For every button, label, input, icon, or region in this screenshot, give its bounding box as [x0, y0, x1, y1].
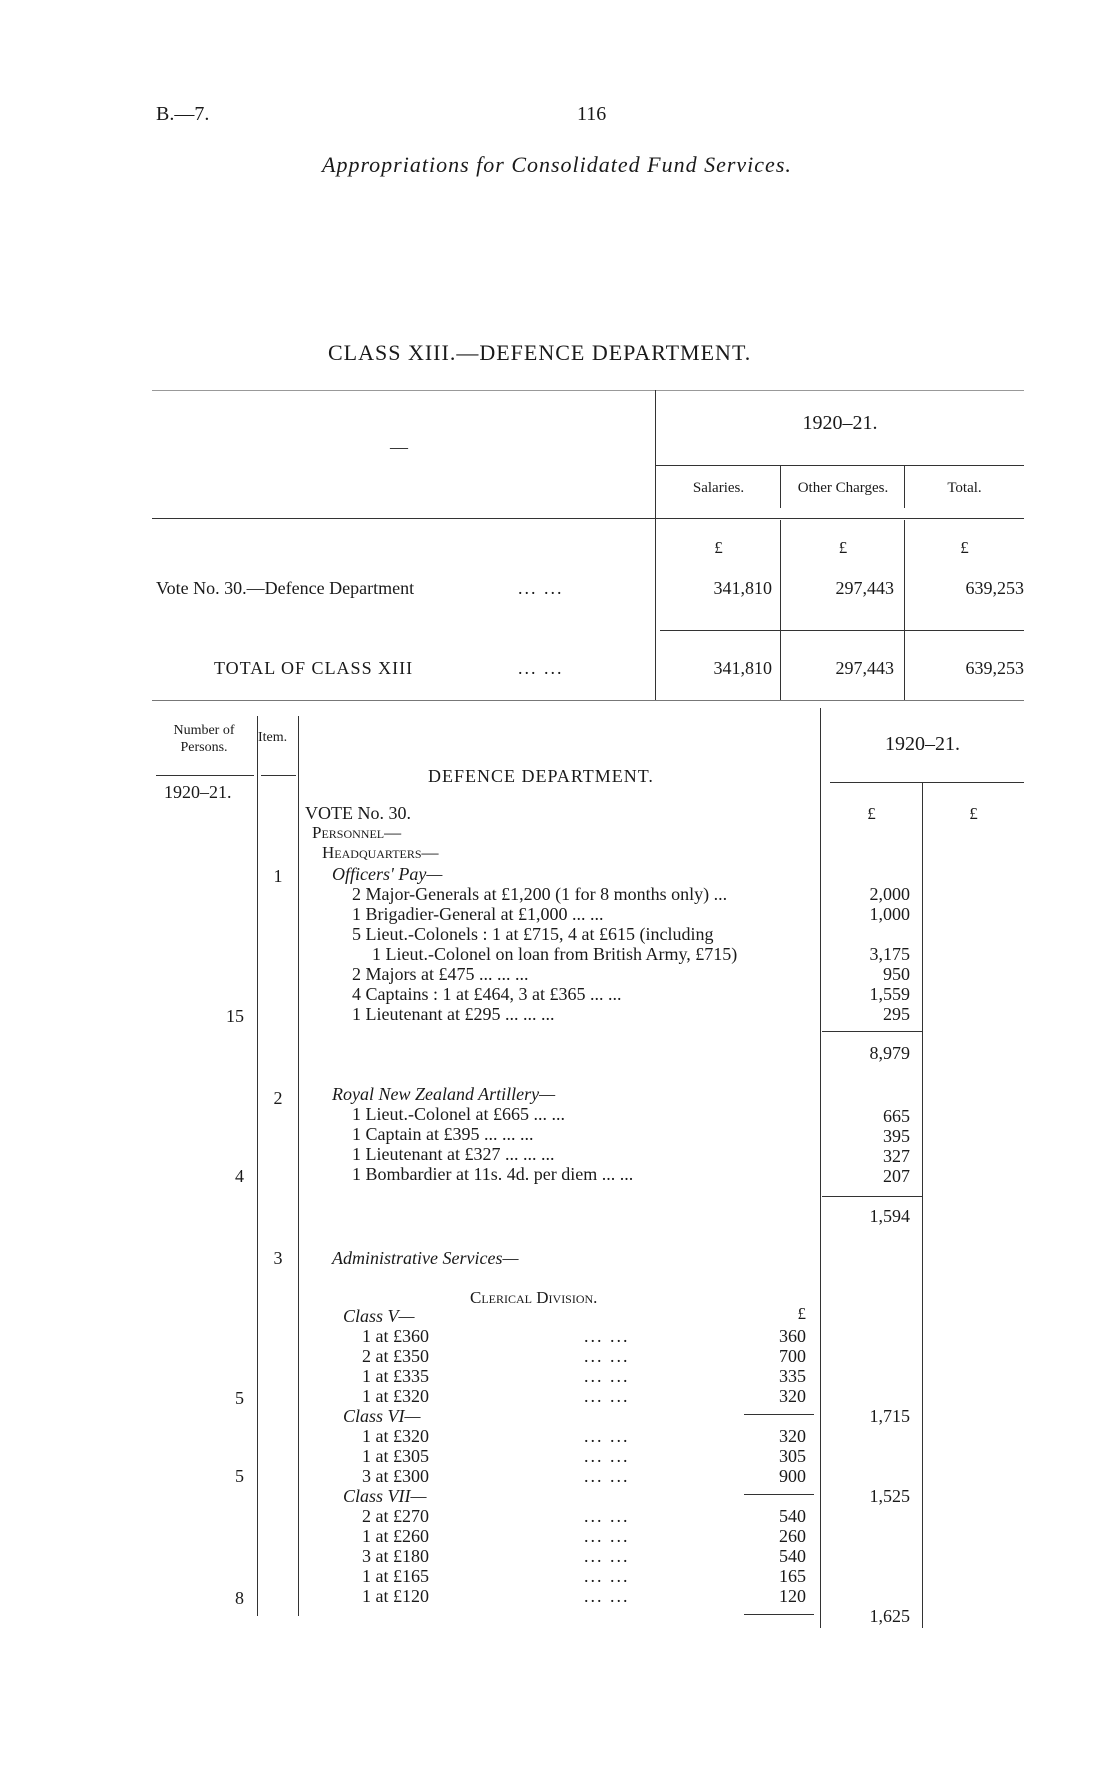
- col-item: Item.: [258, 730, 288, 745]
- pay-amount: 950: [883, 964, 910, 984]
- total-total: 639,253: [965, 658, 1024, 678]
- leader-dots: ... ...: [584, 1466, 630, 1486]
- pay-amount: 3,175: [869, 944, 910, 964]
- item-number: 3: [273, 1248, 283, 1268]
- class-amount: 900: [779, 1466, 806, 1486]
- persons-year: 1920–21.: [164, 782, 232, 802]
- class-heading: Class VII—: [343, 1486, 427, 1506]
- item-number: 1: [273, 866, 283, 886]
- class-amount: 120: [779, 1586, 806, 1606]
- class-line: 1 at £320: [362, 1386, 429, 1406]
- persons-count: 4: [235, 1166, 244, 1186]
- pay-line: 1 Brigadier-General at £1,000 ... ...: [352, 904, 604, 924]
- clerical-division-heading: Clerical Division.: [470, 1288, 598, 1307]
- class-subtotal: 1,715: [869, 1406, 910, 1426]
- pay-line: 2 Major-Generals at £1,200 (1 for 8 months only) ...: [352, 884, 728, 904]
- pay-line: 2 Majors at £475 ... ... ...: [352, 964, 529, 984]
- pay-line: 5 Lieut.-Colonels : 1 at £715, 4 at £615 (including: [352, 924, 714, 944]
- leader-dots: ... ...: [584, 1566, 630, 1586]
- col-total: Total.: [947, 480, 982, 496]
- class-amount: 335: [779, 1366, 806, 1386]
- class-line: 2 at £350: [362, 1346, 429, 1366]
- personnel-heading: Personnel—: [312, 823, 402, 842]
- class-amount: 320: [779, 1426, 806, 1446]
- persons-count: 5: [235, 1388, 244, 1408]
- class-heading: CLASS XIII.—DEFENCE DEPARTMENT.: [328, 340, 752, 365]
- item-heading: Royal New Zealand Artillery—: [332, 1084, 556, 1104]
- pay-amount: 2,000: [869, 884, 910, 904]
- leader-dots: ... ...: [584, 1366, 630, 1386]
- pay-line: 1 Bombardier at 11s. 4d. per diem ... ...: [352, 1164, 634, 1184]
- class-subtotal: 1,525: [869, 1486, 910, 1506]
- vote-heading: VOTE No. 30.: [305, 803, 411, 823]
- leader-dots: ... ...: [584, 1426, 630, 1446]
- pay-amount: 207: [883, 1166, 910, 1186]
- class-amount: 320: [779, 1386, 806, 1406]
- pound-sign: £: [867, 804, 876, 823]
- pay-line: 1 Lieutenant at £295 ... ... ...: [352, 1004, 555, 1024]
- leader-dots: ... ...: [584, 1446, 630, 1466]
- leader-dots: ... ...: [584, 1546, 630, 1566]
- class-line: 1 at £305: [362, 1446, 429, 1466]
- class-line: 1 at £335: [362, 1366, 429, 1386]
- pay-amount: 1,559: [869, 984, 910, 1004]
- leader-dots: ... ...: [584, 1586, 630, 1606]
- class-line: 2 at £270: [362, 1506, 429, 1526]
- class-line: 1 at £360: [362, 1326, 429, 1346]
- class-amount: 305: [779, 1446, 806, 1466]
- page-title: Appropriations for Consolidated Fund Services.: [322, 152, 792, 177]
- class-amount: 260: [779, 1526, 806, 1546]
- pound-sign: £: [969, 804, 978, 823]
- class-amount: 540: [779, 1546, 806, 1566]
- vote-other-charges: 297,443: [835, 578, 894, 598]
- pay-amount: 327: [883, 1146, 910, 1166]
- total-other-charges: 297,443: [835, 658, 894, 678]
- leader-dots: ... ...: [584, 1386, 630, 1406]
- summary-dash: —: [390, 437, 408, 457]
- dept-title: DEFENCE DEPARTMENT.: [428, 766, 654, 786]
- pay-amount: 395: [883, 1126, 910, 1146]
- col-salaries: Salaries.: [692, 480, 745, 496]
- class-line: 1 at £260: [362, 1526, 429, 1546]
- detail-year: 1920–21.: [885, 733, 960, 755]
- pay-amount: 665: [883, 1106, 910, 1126]
- class-amount: 700: [779, 1346, 806, 1366]
- pay-line: 1 Lieutenant at £327 ... ... ...: [352, 1144, 555, 1164]
- pay-line: 4 Captains : 1 at £464, 3 at £365 ... ...: [352, 984, 622, 1004]
- leader-dots: ... ...: [584, 1346, 630, 1366]
- document-reference: B.—7.: [156, 103, 210, 125]
- pay-line: 1 Lieut.-Colonel at £665 ... ...: [352, 1104, 565, 1124]
- class-heading: Class V—: [343, 1306, 415, 1326]
- total-salaries: 341,810: [713, 658, 772, 678]
- class-amount: 540: [779, 1506, 806, 1526]
- leader-dots: ... ...: [518, 578, 564, 598]
- class-subtotal: 1,625: [869, 1606, 910, 1626]
- pay-amount: 295: [883, 1004, 910, 1024]
- leader-dots: ... ...: [584, 1326, 630, 1346]
- class-amount: 165: [779, 1566, 806, 1586]
- total-label: TOTAL OF CLASS XIII: [214, 658, 414, 678]
- item-heading: Administrative Services—: [332, 1248, 519, 1268]
- persons-count: 15: [226, 1006, 244, 1026]
- pay-line: 1 Lieut.-Colonel on loan from British Army, £715): [372, 944, 738, 964]
- pound-sign: £: [714, 538, 723, 557]
- vote-total: 639,253: [965, 578, 1024, 598]
- class-line: 3 at £180: [362, 1546, 429, 1566]
- class-line: 3 at £300: [362, 1466, 429, 1486]
- pound-sign: £: [960, 538, 969, 557]
- leader-dots: ... ...: [584, 1506, 630, 1526]
- pay-amount: 1,000: [869, 904, 910, 924]
- vote-label: Vote No. 30.—Defence Department: [156, 578, 415, 598]
- col-other-charges: Other Charges.: [797, 480, 889, 496]
- pound-sign: £: [838, 538, 848, 557]
- pay-line: 1 Captain at £395 ... ... ...: [352, 1124, 534, 1144]
- item-subtotal: 1,594: [869, 1206, 910, 1226]
- leader-dots: ... ...: [584, 1526, 630, 1546]
- class-line: 1 at £120: [362, 1586, 429, 1606]
- leader-dots: ... ...: [518, 658, 564, 678]
- summary-year: 1920–21.: [802, 412, 878, 434]
- item-heading: Officers' Pay—: [332, 864, 443, 884]
- persons-count: 8: [235, 1588, 244, 1608]
- item-subtotal: 8,979: [869, 1043, 910, 1063]
- item-number: 2: [273, 1088, 283, 1108]
- class-heading: Class VI—: [343, 1406, 421, 1426]
- class-line: 1 at £320: [362, 1426, 429, 1446]
- pound-sign: £: [797, 1304, 806, 1323]
- class-line: 1 at £165: [362, 1566, 429, 1586]
- vote-salaries: 341,810: [713, 578, 772, 598]
- col-number-of-persons: Number of Persons.: [173, 723, 235, 755]
- class-amount: 360: [779, 1326, 806, 1346]
- persons-count: 5: [235, 1466, 244, 1486]
- page-number: 116: [577, 103, 607, 125]
- headquarters-heading: Headquarters—: [322, 843, 439, 862]
